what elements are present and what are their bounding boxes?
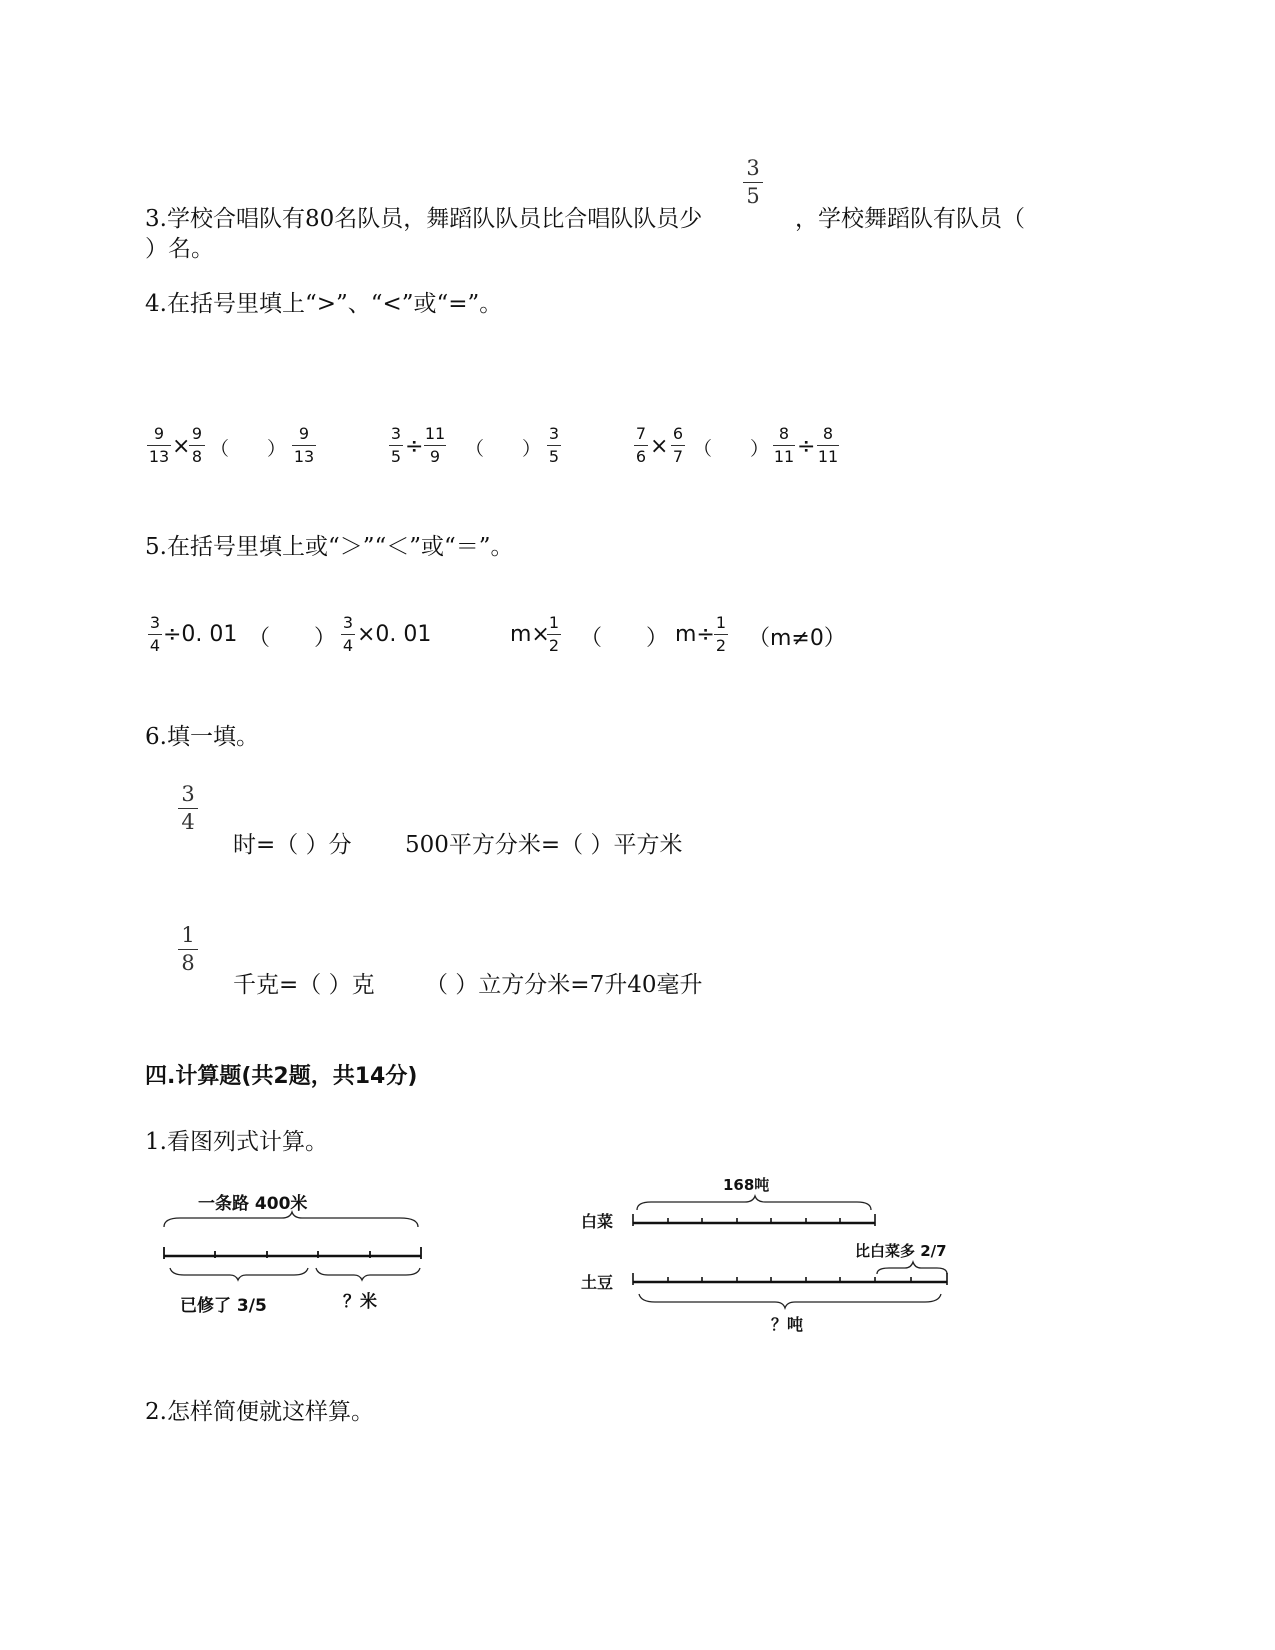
q5-prompt: 5.在括号里填上或“＞”“＜”或“＝”。 [145, 534, 514, 560]
operator: × [650, 434, 669, 459]
denominator: 8 [181, 951, 195, 975]
diagram-extra-label: 比白菜多 2/7 [855, 1242, 947, 1260]
fraction-bar [547, 634, 561, 635]
rest-brace [316, 1268, 420, 1280]
denominator: 6 [635, 447, 647, 466]
numerator: 9 [191, 424, 203, 443]
expression-text: m÷ [675, 622, 715, 647]
expression-text: m× [510, 622, 550, 647]
q3-line1-end [795, 200, 1025, 233]
numerator: 3 [149, 613, 161, 632]
denominator: 9 [429, 447, 441, 466]
denominator: 4 [342, 636, 354, 655]
numerator: 8 [778, 424, 790, 443]
numerator: 3 [390, 424, 402, 443]
fraction-bar [389, 445, 403, 446]
fraction [147, 426, 171, 465]
denominator: 8 [191, 447, 203, 466]
fraction-bar [147, 445, 171, 446]
fraction-bar [341, 634, 355, 635]
denominator: 11 [773, 447, 795, 466]
fraction [148, 615, 162, 654]
q3-line1 [145, 200, 702, 233]
q6-fraction-2 [178, 925, 198, 974]
operator: ÷ [797, 434, 816, 459]
diagram-bottom-label: ？吨 [771, 1315, 804, 1334]
q3-frac-num: 3 [746, 156, 760, 180]
q3-frac-den: 5 [746, 184, 760, 208]
fraction [634, 426, 648, 465]
bottom-brace [639, 1294, 941, 1308]
numerator: 9 [298, 424, 310, 443]
fraction-bar [634, 445, 648, 446]
fraction-bar [292, 445, 316, 446]
fraction [341, 615, 355, 654]
fraction-bar [547, 445, 561, 446]
numerator: 7 [635, 424, 647, 443]
numerator: 1 [181, 923, 195, 947]
denominator: 2 [548, 636, 560, 655]
denominator: 11 [817, 447, 839, 466]
answer-blank[interactable]: （ ） [465, 438, 542, 460]
fraction-bar [743, 182, 763, 183]
expression-text: ÷0. 01 [163, 622, 238, 647]
operator: ÷ [405, 434, 424, 459]
section-heading: 四.计算题(共2题，共14分) [145, 1064, 418, 1089]
numerator: 11 [424, 424, 446, 443]
numerator: 1 [548, 613, 560, 632]
fraction-bar [178, 949, 198, 950]
section4-q1: 1.看图列式计算。 [145, 1129, 328, 1155]
fraction-bar [178, 808, 198, 809]
numerator: 3 [181, 782, 195, 806]
top-brace [637, 1196, 871, 1210]
road-diagram [150, 1185, 440, 1325]
q3-text-line2: ）名。 [145, 236, 214, 262]
q3-fraction [743, 158, 763, 207]
diagram-rest-label: ？米 [343, 1292, 377, 1312]
done-brace [170, 1268, 308, 1280]
diagram-total-label: 一条路 400米 [198, 1194, 308, 1214]
fraction [817, 426, 839, 465]
diagram-done-label: 已修了 3/5 [180, 1296, 267, 1316]
extra-brace [877, 1262, 947, 1274]
top-brace [164, 1212, 418, 1227]
q6-row1-item1: 时=（ ）分 [233, 832, 352, 858]
diagram-top-total: 168吨 [723, 1176, 770, 1194]
fraction-bar [189, 445, 205, 446]
denominator: 4 [149, 636, 161, 655]
numerator: 3 [548, 424, 560, 443]
fraction [547, 426, 561, 465]
fraction-bar [424, 445, 446, 446]
q3-text-a: 3.学校合唱队有80名队员，舞蹈队队员比合唱队队员少 [145, 206, 703, 232]
answer-blank[interactable]: （ ） [580, 626, 669, 651]
answer-blank[interactable]: （ ） [248, 626, 337, 651]
denominator: 2 [715, 636, 727, 655]
fraction [292, 426, 316, 465]
operator: × [172, 434, 191, 459]
denominator: 13 [148, 447, 170, 466]
fraction-bar [671, 445, 685, 446]
section4-q2: 2.怎样简便就这样算。 [145, 1399, 374, 1425]
q6-prompt: 6.填一填。 [145, 724, 259, 750]
expression-text: ×0. 01 [357, 622, 432, 647]
q6-row2-item2: （ ）立方分米=7升40毫升 [425, 972, 703, 998]
q6-row1-item2: 500平方分米=（ ）平方米 [405, 832, 683, 858]
row-label-potato: 土豆 [581, 1273, 614, 1292]
fraction [424, 426, 446, 465]
fraction [714, 615, 728, 654]
row-label-cabbage: 白菜 [581, 1212, 614, 1231]
vegetable-diagram [575, 1170, 965, 1340]
q6-row2-item1: 千克=（ ）克 [233, 972, 375, 998]
numerator: 8 [822, 424, 834, 443]
denominator: 13 [293, 447, 315, 466]
q3-text-b: ，学校舞蹈队有队员（ [795, 206, 1025, 232]
numerator: 9 [153, 424, 165, 443]
answer-blank[interactable]: （ ） [693, 438, 770, 460]
numerator: 3 [342, 613, 354, 632]
denominator: 5 [548, 447, 560, 466]
fraction-bar [817, 445, 839, 446]
numerator: 1 [715, 613, 727, 632]
denominator: 7 [672, 447, 684, 466]
fraction [389, 426, 403, 465]
fraction [773, 426, 795, 465]
q3-line2 [145, 230, 214, 263]
answer-blank[interactable]: （ ） [210, 438, 287, 460]
fraction-bar [148, 634, 162, 635]
q6-fraction-1 [178, 784, 198, 833]
numerator: 6 [672, 424, 684, 443]
fraction-bar [773, 445, 795, 446]
fraction [189, 426, 205, 465]
denominator: 4 [181, 810, 195, 834]
denominator: 5 [390, 447, 402, 466]
fraction [671, 426, 685, 465]
q4-prompt: 4.在括号里填上“>”、“<”或“=”。 [145, 291, 503, 317]
condition-text: （m≠0） [748, 626, 846, 651]
fraction-bar [714, 634, 728, 635]
fraction [547, 615, 561, 654]
